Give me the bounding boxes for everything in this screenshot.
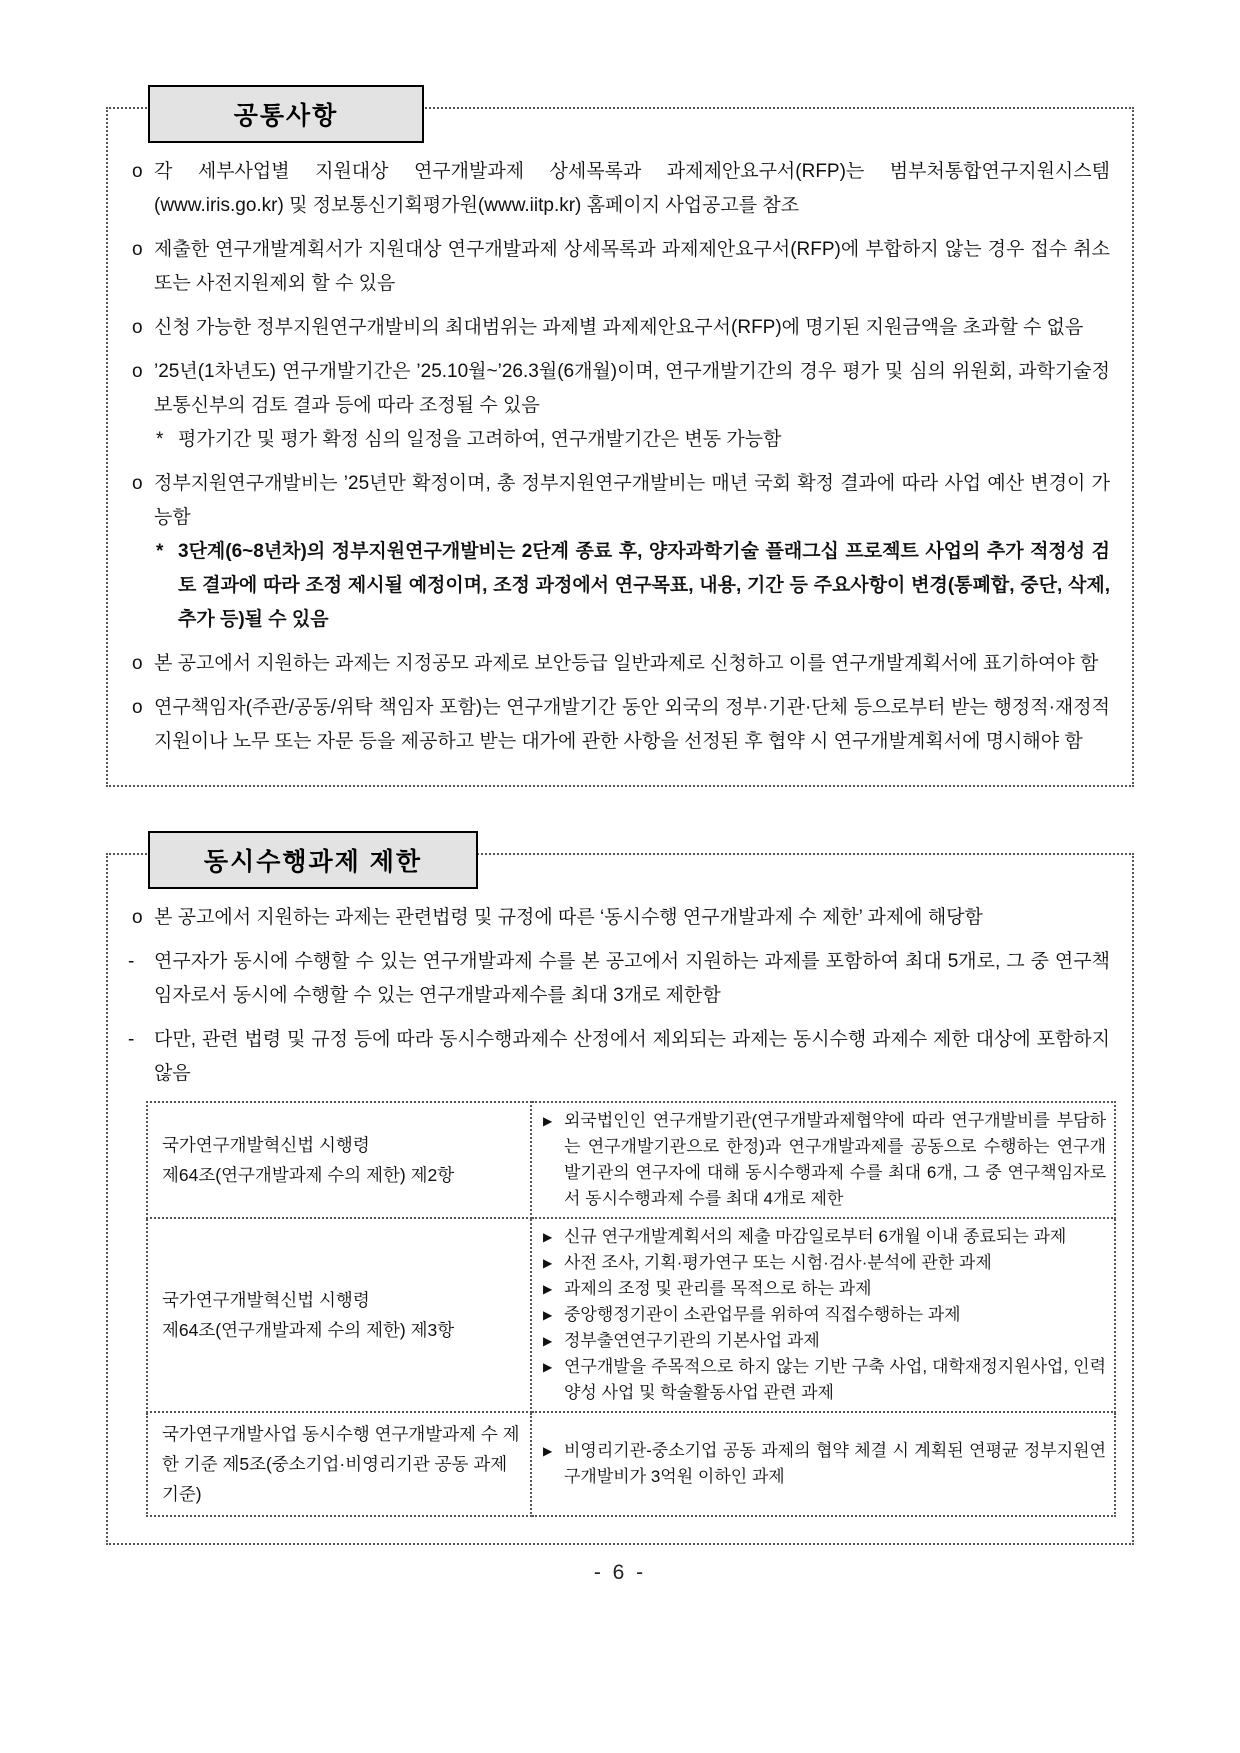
dash-item [122, 1023, 1110, 1091]
bullet-marker: o [132, 317, 143, 338]
law-line: 제64조(연구개발과제 수의 제한) 제3항 [162, 1320, 455, 1340]
section-title-common [148, 85, 424, 143]
bullet-item [122, 647, 1110, 681]
law-cell [147, 1218, 531, 1412]
table-bullet [540, 1328, 1106, 1354]
bullet-text: 다만, 관련 법령 및 규정 등에 따라 동시수행과제수 산정에서 제외되는 과제는 동시수행 과제수 제한 대상에 포함하지 않음 [154, 1029, 1110, 1084]
bullet-item [122, 311, 1110, 345]
bullet-subitem-bold [122, 535, 1110, 637]
detail-cell [531, 1218, 1115, 1412]
section-title-concurrent-limit-label: 동시수행과제 제한 [203, 848, 423, 876]
bullet-item [122, 155, 1110, 223]
table-bullet-text: 정부출연연구기관의 기본사업 과제 [564, 1331, 820, 1350]
table-bullet [540, 1250, 1106, 1276]
dash-marker: - [128, 951, 135, 972]
triangle-bullet-icon: ▶ [543, 1444, 553, 1458]
section-title-concurrent-limit [148, 831, 478, 889]
table-bullet [540, 1302, 1106, 1328]
bullet-marker: * [156, 541, 164, 562]
table-bullet-text: 연구개발을 주목적으로 하지 않는 기반 구축 사업, 대학재정지원사업, 인력 양성 사업 및 학술활동사업 관련 과제 [564, 1357, 1106, 1402]
bullet-marker: o [132, 697, 143, 718]
bullet-item [122, 901, 1110, 935]
detail-cell [531, 1102, 1115, 1218]
law-line: 국가연구개발혁신법 시행령 [162, 1290, 370, 1310]
table-bullet-text: 신규 연구개발계획서의 제출 마감일로부터 6개월 이내 종료되는 과제 [564, 1227, 1067, 1246]
bullet-subitem [122, 423, 1110, 457]
table-bullet-text: 외국법인인 연구개발기관(연구개발과제협약에 따라 연구개발비를 부담하는 연구개발기관으로 한정)과 연구개발과제를 공동으로 수행하는 연구개발기관의 연구자에 대해 동시수행과제 수를 최대 6개, 그 중 연구책임자로서 동시수행과제 수를 최대 4개로 제한 [564, 1111, 1106, 1208]
table-bullet [540, 1224, 1106, 1250]
triangle-bullet-icon: ▶ [543, 1256, 553, 1270]
table-row [147, 1102, 1115, 1218]
law-line: 제64조(연구개발과제 수의 제한) 제2항 [162, 1165, 455, 1185]
bullet-text: 각 세부사업별 지원대상 연구개발과제 상세목록과 과제제안요구서(RFP)는 범부처통합연구지원시스템(www.iris.go.kr) 및 정보통신기획평가원(www.iitp.kr) 홈페이지 사업공고를 참조 [154, 161, 1110, 216]
common-notes-panel [106, 102, 1134, 787]
bullet-marker: o [132, 473, 143, 494]
triangle-bullet-icon: ▶ [543, 1230, 553, 1244]
table-bullet [540, 1108, 1106, 1212]
law-line: 국가연구개발혁신법 시행령 [162, 1135, 370, 1155]
dash-marker: - [128, 1029, 135, 1050]
triangle-bullet-icon: ▶ [543, 1334, 553, 1348]
concurrent-limit-content [108, 889, 1132, 1543]
table-bullet-text: 중앙행정기관이 소관업무를 위하여 직접수행하는 과제 [564, 1305, 961, 1324]
triangle-bullet-icon: ▶ [543, 1360, 553, 1374]
bullet-text: 정부지원연구개발비는 ’25년만 확정이며, 총 정부지원연구개발비는 매년 국회 확정 결과에 따라 사업 예산 변경이 가능함 [154, 473, 1110, 528]
dash-item [122, 945, 1110, 1013]
bullet-text: 신청 가능한 정부지원연구개발비의 최대범위는 과제별 과제제안요구서(RFP)에 명기된 지원금액을 초과할 수 없음 [154, 317, 1084, 338]
bullet-text: 제출한 연구개발계획서가 지원대상 연구개발과제 상세목록과 과제제안요구서(RFP)에 부합하지 않는 경우 접수 취소 또는 사전지원제외 할 수 있음 [154, 239, 1110, 294]
bullet-text: 본 공고에서 지원하는 과제는 지정공모 과제로 보안등급 일반과제로 신청하고 이를 연구개발계획서에 표기하여야 함 [154, 653, 1099, 674]
bullet-marker: * [156, 429, 164, 450]
bullet-text: 3단계(6~8년차)의 정부지원연구개발비는 2단계 종료 후, 양자과학기술 플래그십 프로젝트 사업의 추가 적정성 검토 결과에 따라 조정 제시될 예정이며, 조정 과정에서 연구목표, 내용, 기간 등 주요사항이 변경(통폐합, 중단, 삭제, 추가 등)될 수 있음 [178, 541, 1110, 630]
bullet-marker: o [132, 161, 143, 182]
common-notes-content [108, 143, 1132, 785]
law-cell [147, 1102, 531, 1218]
triangle-bullet-icon: ▶ [543, 1282, 553, 1296]
table-row [147, 1412, 1115, 1516]
bullet-text: 연구자가 동시에 수행할 수 있는 연구개발과제 수를 본 공고에서 지원하는 과제를 포함하여 최대 5개로, 그 중 연구책임자로서 동시에 수행할 수 있는 연구개발과제수를 최대 3개로 제한함 [154, 951, 1110, 1006]
bullet-item [122, 355, 1110, 423]
law-cell [147, 1412, 531, 1516]
table-row [147, 1218, 1115, 1412]
bullet-text: 연구책임자(주관/공동/위탁 책임자 포함)는 연구개발기간 동안 외국의 정부·기관·단체 등으로부터 받는 행정적·재정적 지원이나 노무 또는 자문 등을 제공하고 받는 대가에 관한 사항을 선정된 후 협약 시 연구개발계획서에 명시해야 함 [154, 697, 1110, 752]
bullet-item [122, 467, 1110, 535]
table-bullet [540, 1276, 1106, 1302]
page-number: - 6 - [593, 1561, 647, 1584]
triangle-bullet-icon: ▶ [543, 1308, 553, 1322]
concurrent-limit-panel [106, 848, 1134, 1545]
bullet-marker: o [132, 361, 143, 382]
table-bullet [540, 1354, 1106, 1406]
bullet-text: 평가기간 및 평가 확정 심의 일정을 고려하여, 연구개발기간은 변동 가능함 [178, 429, 782, 450]
bullet-item [122, 691, 1110, 759]
section-title-common-label: 공통사항 [233, 102, 339, 130]
table-bullet-text: 사전 조사, 기획·평가연구 또는 시험·검사·분석에 관한 과제 [564, 1253, 992, 1272]
bullet-text: 본 공고에서 지원하는 과제는 관련법령 및 규정에 따른 ‘동시수행 연구개발과제 수 제한’ 과제에 해당함 [154, 907, 983, 928]
bullet-marker: o [132, 653, 143, 674]
table-bullet-text: 비영리기관-중소기업 공동 과제의 협약 체결 시 계획된 연평균 정부지원연구개발비가 3억원 이하인 과제 [564, 1441, 1106, 1486]
law-line: 국가연구개발사업 동시수행 연구개발과제 수 제한 기준 제5조(중소기업·비영리기관 공동 과제 기준) [162, 1424, 520, 1504]
detail-cell [531, 1412, 1115, 1516]
concurrent-limit-table [146, 1101, 1116, 1517]
table-bullet-text: 과제의 조정 및 관리를 목적으로 하는 과제 [564, 1279, 872, 1298]
table-bullet [540, 1438, 1106, 1490]
triangle-bullet-icon: ▶ [543, 1114, 553, 1128]
bullet-marker: o [132, 907, 143, 928]
bullet-item [122, 233, 1110, 301]
bullet-marker: o [132, 239, 143, 260]
bullet-text: ’25년(1차년도) 연구개발기간은 ’25.10월~’26.3월(6개월)이며, 연구개발기간의 경우 평가 및 심의 위원회, 과학기술정보통신부의 검토 결과 등에 따라 조정될 수 있음 [154, 361, 1110, 416]
